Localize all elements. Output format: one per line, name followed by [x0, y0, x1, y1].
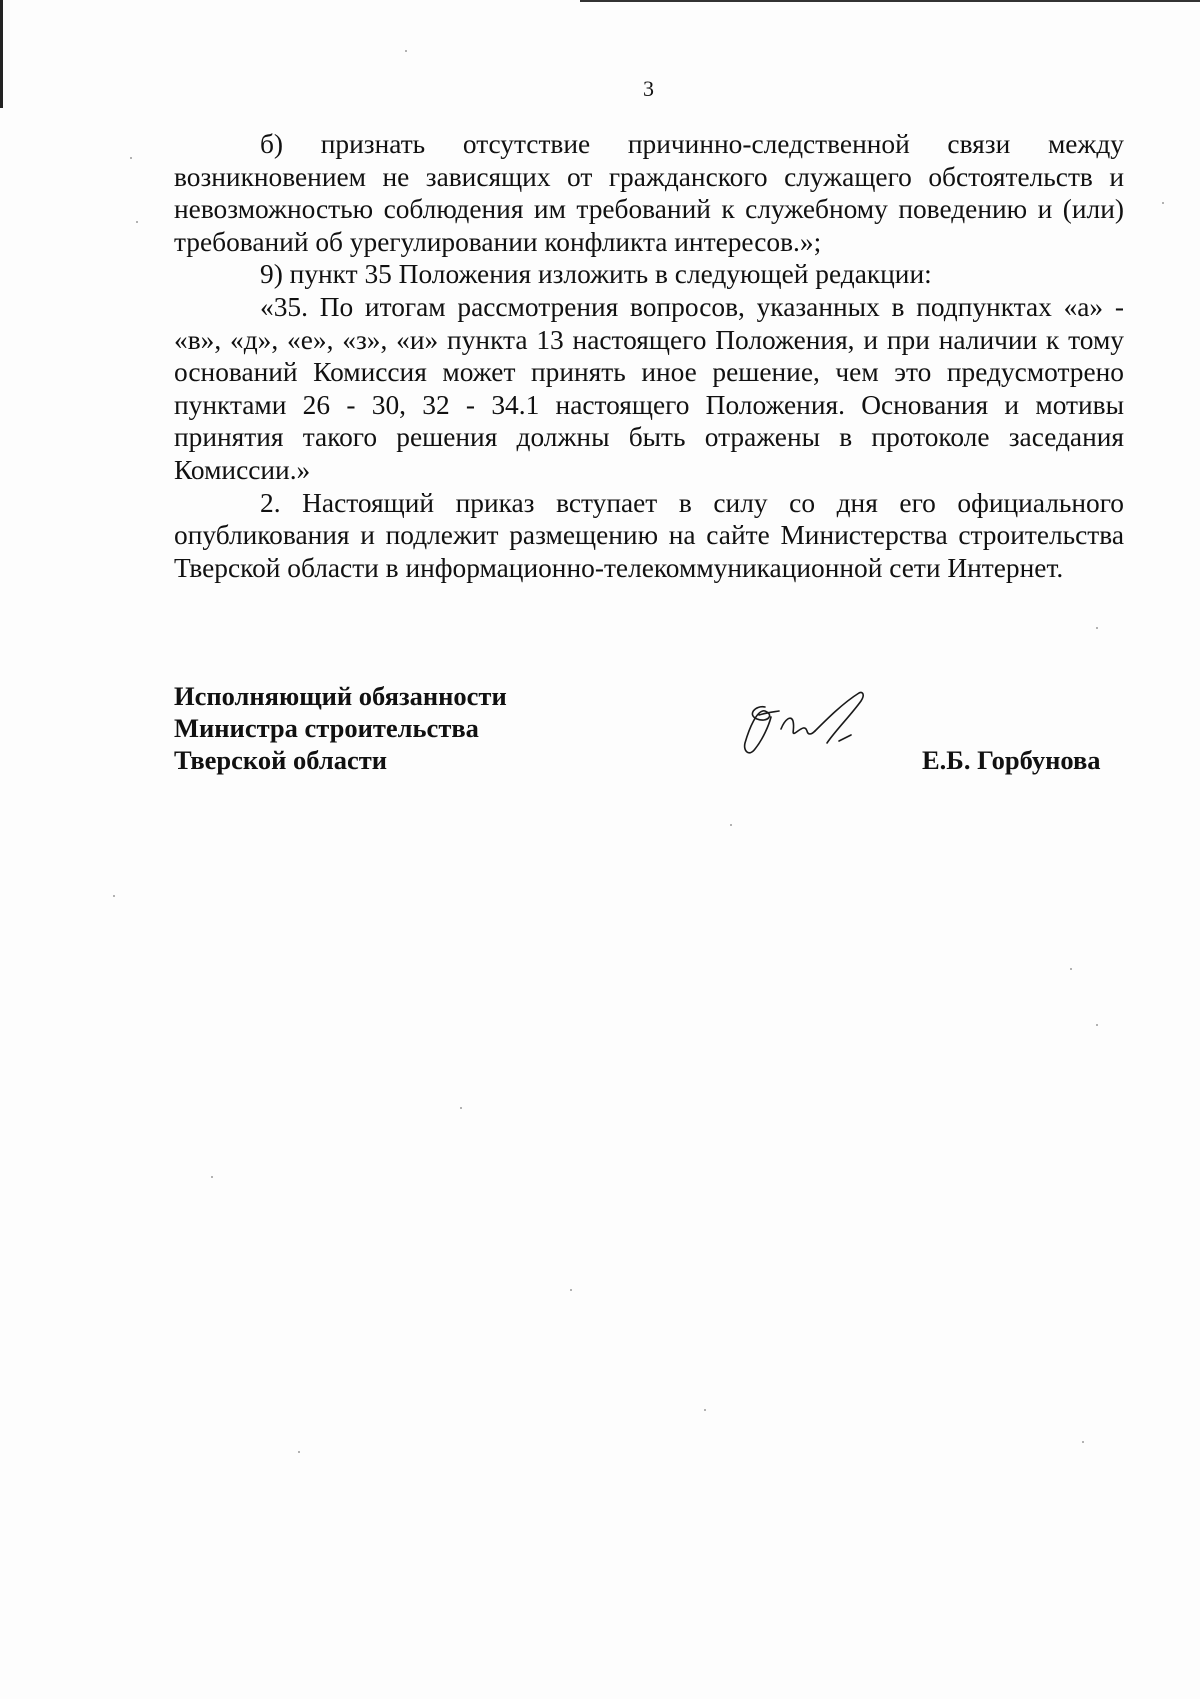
scan-speck	[211, 1176, 213, 1178]
scan-speck	[704, 1409, 706, 1411]
page-number: 3	[643, 76, 654, 101]
scan-speck	[1096, 1024, 1098, 1026]
scan-speck	[730, 824, 732, 826]
handwritten-signature	[735, 685, 895, 765]
scan-edge-top	[580, 0, 1200, 2]
document-body	[174, 128, 1124, 584]
scan-speck	[1070, 968, 1072, 970]
scan-speck	[1162, 202, 1164, 204]
scan-speck	[1096, 627, 1098, 629]
scan-speck	[130, 157, 132, 159]
scan-speck	[1082, 1441, 1084, 1443]
scan-speck	[298, 1451, 300, 1453]
paragraph-item-9: 9) пункт 35 Положения изложить в следующей редакции:	[260, 259, 932, 290]
scan-speck	[405, 50, 407, 52]
signer-position-line: Исполняющий обязанности	[174, 681, 507, 711]
scan-speck	[570, 1289, 572, 1291]
scan-speck	[136, 221, 138, 223]
paragraph-item-2: 2. Настоящий приказ вступает в силу со дня его официального опубликования и подлежит размещению на сайте Министерства строительства Тверской области в информационно-телекоммуникационной сети Интернет.	[174, 487, 1124, 583]
signer-position-line: Министра строительства	[174, 713, 479, 743]
scan-speck	[460, 1107, 462, 1109]
paragraph-item-35: «35. По итогам рассмотрения вопросов, указанных в подпунктах «а» - «в», «д», «е», «з», «и» пункта 13 настоящего Положения, и при наличии к тому оснований Комиссия может принять иное решение, чем это предусмотрено пунктами 26 - 30, 32 - 34.1 настоящего Положения. Основания и мотивы принятия такого решения должны быть отражены в протоколе заседания Комиссии.»	[174, 291, 1124, 485]
signer-position	[174, 680, 507, 776]
signer-position-line: Тверской области	[174, 745, 387, 775]
signer-name: Е.Б. Горбунова	[922, 745, 1101, 775]
paragraph-item-b: б) признать отсутствие причинно-следственной связи между возникновением не зависящих от гражданского служащего обстоятельств и невозможностью соблюдения им требований к служебному поведению и (или) требований об урегулировании конфликта интересов.»;	[174, 129, 1124, 257]
scan-speck	[113, 895, 115, 897]
